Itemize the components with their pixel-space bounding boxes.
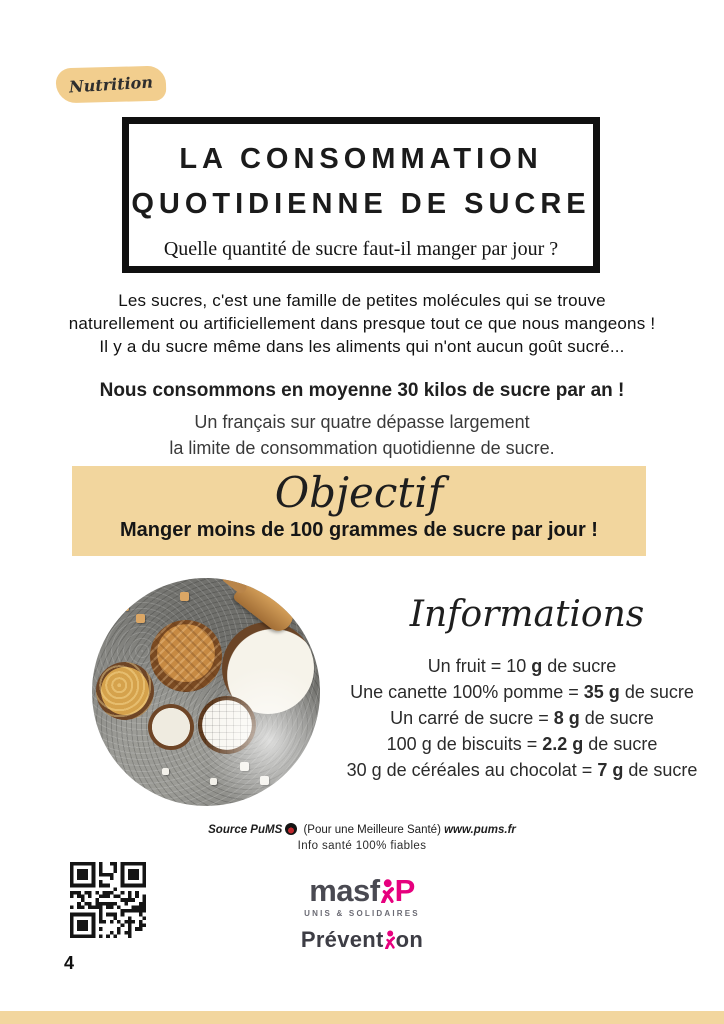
sugar-cube-decor — [240, 762, 249, 771]
footer-logos — [0, 873, 724, 955]
masfip-subtitle: UNIS & SOLIDAIRES — [304, 909, 420, 918]
pums-logo-icon — [285, 823, 297, 835]
source-middle: (Pour une Meilleure Santé) — [300, 824, 445, 836]
photo-sugar-bowls — [92, 578, 320, 806]
fact-fruit: Un fruit = 10 g de sucre — [427, 656, 617, 676]
sugar-cube-decor — [136, 614, 145, 623]
intro-line2: naturellement ou artificiellement dans presque tout ce que nous mangeons ! — [68, 314, 656, 333]
consumption-stats — [0, 380, 724, 461]
stats-headline: Nous consommons en moyenne 30 kilos de sucre par an ! — [99, 380, 625, 401]
source-prefix: Source PuMS — [208, 824, 283, 836]
nutrition-label: Nutrition — [68, 72, 154, 97]
page-subtitle: Quelle quantité de sucre faut-il manger par jour ? — [163, 238, 559, 260]
fact-carre: Un carré de sucre = 8 g de sucre — [390, 708, 654, 728]
bowl-brown-cubes — [150, 620, 222, 692]
sugar-facts-list — [324, 653, 720, 783]
stats-line2: Un français sur quatre dépasse largement — [194, 412, 530, 432]
title-box — [122, 117, 600, 273]
intro-line3: Il y a du sucre même dans les aliments qui n'ont aucun goût sucré... — [99, 337, 625, 356]
objective-heading: Objectif — [274, 468, 444, 517]
prevention-person-icon — [385, 929, 395, 955]
stats-line3: la limite de consommation quotidienne de sucre. — [169, 438, 555, 458]
prevention-text: Prévent — [300, 927, 384, 952]
objective-goal: Manger moins de 100 grammes de sucre par jour ! — [120, 519, 598, 541]
sugar-cube-decor — [260, 776, 269, 785]
intro-line1: Les sucres, c'est une famille de petites molécules qui se trouve — [118, 291, 606, 310]
masfip-person-icon — [381, 878, 394, 908]
source-tagline: Info santé 100% fiables — [297, 840, 427, 852]
nutrition-brand-tag — [56, 66, 167, 104]
prevention-logo — [0, 927, 724, 955]
bowl-amber-sugar — [96, 662, 154, 720]
masfip-text: masf — [309, 873, 380, 908]
sugar-cube-decor — [120, 602, 129, 611]
informations-heading: Informations — [409, 594, 645, 635]
source-url: www.pums.fr — [444, 824, 516, 836]
source-block — [0, 823, 724, 852]
source-line — [0, 823, 724, 836]
page-number: 4 — [64, 953, 75, 973]
footer-accent-bar — [0, 1011, 724, 1024]
sugar-cube-decor — [210, 778, 217, 785]
bowl-white-sugar — [222, 622, 314, 714]
objective-banner — [72, 466, 646, 556]
masfip-p: P — [394, 873, 415, 908]
fact-canette: Une canette 100% pomme = 35 g de sucre — [350, 682, 694, 702]
bowl-white-cubes — [198, 696, 256, 754]
sugar-cube-decor — [162, 768, 169, 775]
fact-biscuits: 100 g de biscuits = 2.2 g de sucre — [386, 734, 658, 754]
masfip-logo — [0, 873, 724, 908]
intro-paragraph — [30, 289, 694, 358]
prevention-text-end: on — [395, 927, 424, 952]
bowl-rock-sugar — [148, 704, 194, 750]
page-title-line1: LA CONSOMMATION — [179, 143, 543, 175]
sugar-cube-decor — [180, 592, 189, 601]
fact-cereales: 30 g de céréales au chocolat = 7 g de sucre — [346, 760, 698, 780]
page-title-line2: QUOTIDIENNE DE SUCRE — [131, 188, 591, 220]
